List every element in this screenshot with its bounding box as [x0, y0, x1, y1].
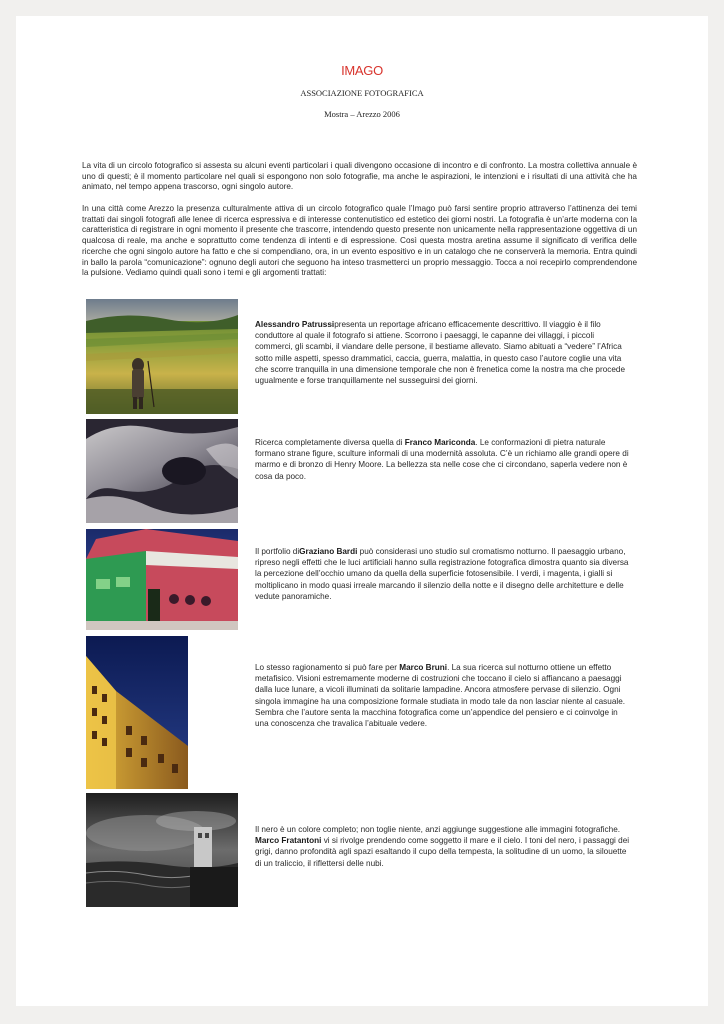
- photographer-name: Marco Fratantoni: [255, 836, 322, 846]
- event-line: Mostra – Arezzo 2006: [324, 109, 400, 119]
- intro-paragraph-1: La vita di un circolo fotografico si assesta su alcuni eventi particolari i quali divengono occasione di incontro e di confronto. La mostra collettiva annuale è uno di questi; è il momento particolare nel quali si espongono non solo fotografie, ma anche le aspirazioni, le intenzioni e i risultati di una attività che ha animato, nel tempo appena trascorso, ogni singolo autore.: [82, 161, 637, 192]
- stormy-sea-photo: [86, 793, 238, 907]
- photographer-text-2: Ricerca completamente diversa quella di Franco Mariconda. Le conformazioni di pietra naturale formano strane figure, sculture informali di una modernità assoluta. C’è un richiamo alle grandi opere di marmo e di bronzo di Henry Moore. La bellezza sta nelle cose che ci circondano, saperla vedere non è cosa da poco.: [255, 438, 629, 481]
- tower-night-photo: [86, 636, 188, 789]
- photographer-name: Alessandro Patrussi: [255, 320, 335, 329]
- page-title: IMAGO: [341, 63, 383, 78]
- photographer-text-3: Il portfolio diGraziano Bardi può considerasi uno studio sul cromatismo notturno. Il paesaggio urbano, ripreso negli effetti che le luci artificiali hanno sulla registrazione fotografica dimostra quanto sia diversa la percezione dell’occhio umano da quella della superficie fotosensibile. I verdi, i magenta, i gialli si moltiplicano in modo quasi irreale marcando il silenzio della notte e il disegno delle architetture e delle vedute panoramiche.: [255, 547, 629, 601]
- night-building-photo: [86, 529, 238, 630]
- african-landscape-photo: [86, 299, 238, 414]
- photographer-name: Marco Bruni: [399, 663, 448, 672]
- intro-paragraph-2: In una città come Arezzo la presenza culturalmente attiva di un circolo fotografico quale l’Imago può farsi sentire proprio attraverso l’attinenza dei temi trattati dai singoli fotografi alle lenee di ricerca espressiva e di interesse contenutistico ed estetico dei giorni nostri. La fotografia è un’arte moderna con la caratteristica di registrare in ogni momento il presente che trascorre, intendendo questo presente non unicamente nella rappresentazione oggettiva di un qualcosa di reale, ma anche e soprattutto come tendenza di intenti e di espressione. Così questa mostra aretina assume il significato di verifica delle ricerche che ogni singolo autore ha fatto e che si compendiano, ora, in un evento espositivo e in un catalogo che ne conserverà la memoria. Entra quindi in ballo la parola “comunicazione”: ognuno degli autori che seguono ha inteso trasmetterci un proprio messaggio. Tocca a noi recepirlo comprendendone la pulsione. Vediamo quindi quali sono i temi e gli argomenti trattati:: [82, 204, 637, 278]
- page-subtitle: ASSOCIAZIONE FOTOGRAFICA: [300, 88, 424, 98]
- document-page: [16, 16, 708, 1006]
- photographer-text-4: Lo stesso ragionamento si può fare per Marco Bruni. La sua ricerca sul notturno ottiene un effetto metafisico. Visioni estremamente moderne di costruzioni che toccano il cielo si affiancano a paesaggi dalla luce lunare, a vicoli illuminati da solitarie lampadine. Ancora atmosfere pervase di silenzio. Ogni singola immagine ha una composizione formale studiata in modo tale da non lasciar niente al casuale. Sembra che l’autore senta la macchina fotografica come un’appendice del pensiero e ci coinvolge in una conoscenza che travalica l’abituale vedere.: [255, 663, 626, 729]
- photographer-name: Graziano Bardi: [299, 547, 358, 556]
- stone-formation-photo: [86, 419, 238, 523]
- photographer-name: Franco Mariconda: [404, 438, 476, 447]
- photographer-text-1: Alessandro Patrussipresenta un reportage africano efficacemente descrittivo. Il viaggio è il filo conduttore al quale il fotografo si attiene. Scorrono i paesaggi, le capanne dei villaggi, i piccoli commerci, gli scambi, il viandare delle persone, il bestiame allevato. Siamo abituati a “vedere” l’Africa sotto mille aspetti, spesso drammatici, caccia, guerra, malattia, in questo caso l’autore coglie una vita che scorre tranquilla in una dimensione temporale che non è frenetica come la nostra ma che procede ugualmente e forse tranquillamente nel susseguirsi dei giorni.: [255, 320, 626, 386]
- photographer-text-5: Il nero è un colore completo; non toglie niente, anzi aggiunge suggestione alle immagini fotografiche. Marco Fratantoni vi si rivolge prendendo come soggetto il mare e il cielo. I toni del nero, i passaggi dei grigi, danno profondità agli spazi esaltando il cupo della tempesta, la solitudine di un uomo, la silouette di un traliccio, il riflettersi delle nubi.: [255, 825, 630, 868]
